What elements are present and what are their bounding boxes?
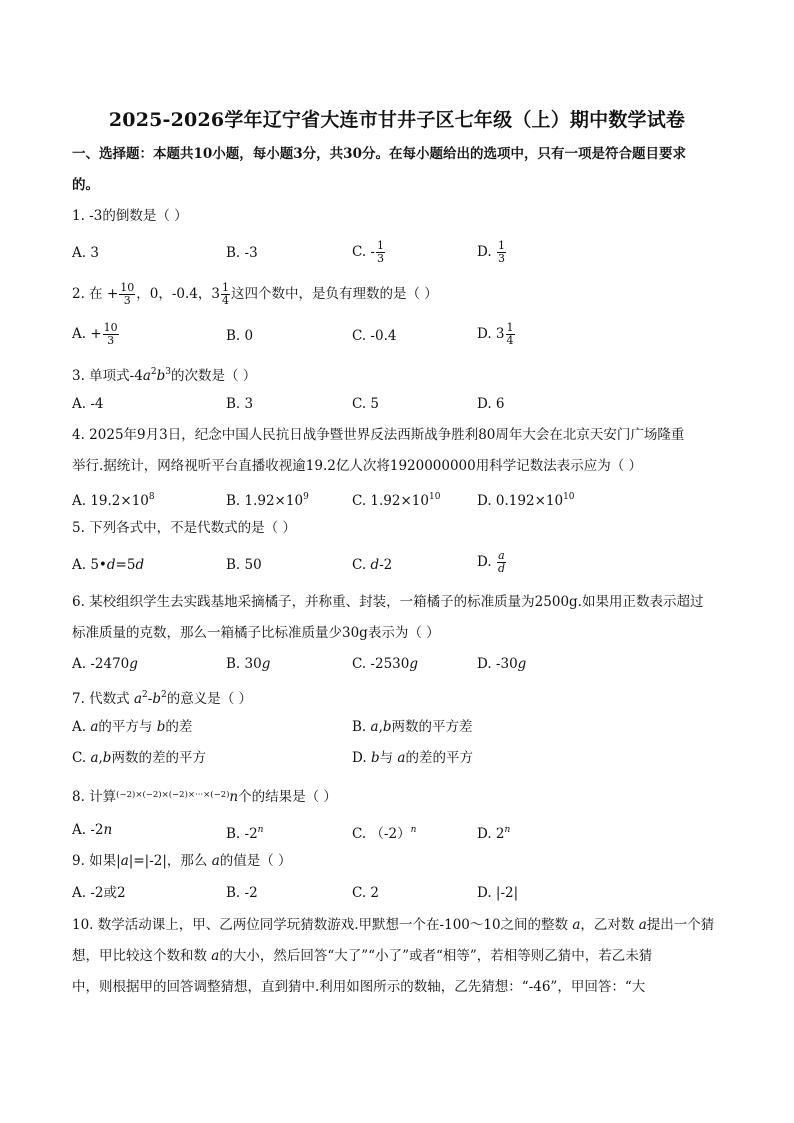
question-4-line2: 举行.据统计，网络视听平台直播收视逾19.2亿人次将1920000000用科学记数法表示应为（ ）: [72, 458, 643, 474]
q8-option-b: B. -2$^n$: [226, 825, 264, 842]
fraction: $\frac{1}{3}$: [497, 239, 505, 265]
fraction: $\frac{10}{3}$: [120, 281, 135, 307]
q1-option-d: D. $\frac{1}{3}$: [477, 239, 505, 265]
q3-option-d: D. 6: [477, 396, 505, 412]
q5-option-d: D. $\frac{a}{d}$: [477, 549, 505, 575]
question-9-stem: 9. 如果|a|=|-2|，那么 a的值是（ ）: [72, 853, 292, 869]
q2-option-d: D. 3 $\frac{1}{4}$: [477, 321, 514, 347]
q5-option-a: A. 5•d=5d: [72, 557, 145, 573]
q2-option-a: A. + $\frac{10}{3}$: [72, 321, 118, 347]
question-10-line3: 中，则根据甲的回答调整猜想，直到猜中.利用如图所示的数轴，乙先猜想：“-46”，甲回答：“大: [72, 979, 646, 995]
q5-option-c: C. d-2: [352, 557, 393, 573]
q3-option-c: C. 5: [352, 396, 380, 412]
question-2-stem: 2. 在 + $\frac{10}{3}$ ，0，-0.4，3 $\frac{1}{4}$ 这四个数中，是负有理数的是（ ）: [72, 281, 438, 307]
question-8-stem: 8. 计算$^{(-2)\times(-2)\times(-2)\times\cdot\cdot\cdot\times(-2)}$n个的结果是（ ）: [72, 789, 337, 805]
q9-option-d: D. |-2|: [477, 885, 519, 901]
fraction: $\frac{a}{d}$: [497, 549, 505, 575]
q2-option-c: C. -0.4: [352, 328, 397, 344]
q8-option-c: C. $(-2)^n$: [352, 825, 417, 842]
q7-option-c: C. a,b两数的差的平方: [72, 750, 206, 766]
q6-option-d: D. -30g: [477, 656, 527, 672]
q9-option-c: C. 2: [352, 885, 380, 901]
q3-option-a: A. -4: [72, 396, 104, 412]
q9-option-b: B. -2: [226, 885, 258, 901]
question-3-stem: 3. 单项式$-4a^2b^3$的次数是（ ）: [72, 367, 257, 384]
section-heading-line1: 一、选择题：本题共10小题，每小题3分，共30分。在每小题给出的选项中，只有一项是符合题目要求: [72, 146, 686, 162]
q6-option-b: B. 30g: [226, 656, 271, 672]
q5-option-b: B. 50: [226, 557, 262, 573]
section-heading-line2: 的。: [72, 177, 99, 193]
question-5-stem: 5. 下列各式中，不是代数式的是（ ）: [72, 520, 296, 536]
q9-option-a: A. -2或2: [72, 885, 126, 901]
q4-option-c: C. $1.92\times 10^{10}$: [352, 492, 441, 509]
question-4-line1: 4. 2025年9月3日，纪念中国人民抗日战争暨世界反法西斯战争胜利80周年大会在北京天安门广场隆重: [72, 427, 685, 443]
q4-option-a: A. $19.2\times 10^8$: [72, 492, 155, 509]
q1-option-c: C. - $\frac{1}{3}$: [352, 239, 384, 265]
question-6-line2: 标准质量的克数，那么一箱橘子比标准质量少30g表示为（ ）: [72, 625, 440, 641]
q6-option-c: C. -2530g: [352, 656, 419, 672]
fraction: $\frac{1}{4}$: [506, 321, 514, 347]
q7-option-a: A. a的平方与 b的差: [72, 719, 193, 735]
question-1-stem: 1. -3的倒数是（ ）: [72, 208, 188, 224]
q1-option-b: B. -3: [226, 245, 258, 261]
page-title: 2025-2026学年辽宁省大连市甘井子区七年级（上）期中数学试卷: [108, 109, 686, 131]
question-7-stem: 7. 代数式 $a^2-b^2$的意义是（ ）: [72, 690, 253, 707]
product-expression: (−2)×(−2)×(−2)×···×(−2): [116, 790, 230, 800]
fraction: $\frac{1}{3}$: [377, 239, 384, 265]
q8-option-d: D. 2$^n$: [477, 825, 511, 842]
q7-option-b: B. a,b两数的平方差: [352, 719, 473, 735]
question-10-line1: 10. 数学活动课上，甲、乙两位同学玩猜数游戏.甲默想一个在-100～10之间的整数 a，乙对数 a提出一个猜: [72, 917, 715, 933]
q4-option-d: D. $0.192\times 10^{10}$: [477, 492, 575, 509]
q2-option-b: B. 0: [226, 328, 254, 344]
question-6-line1: 6. 某校组织学生去实践基地采摘橘子，并称重、封装，一箱橘子的标准质量为2500g.如果用正数表示超过: [72, 594, 704, 610]
q7-option-d: D. b与 a的差的平方: [352, 750, 473, 766]
q3-option-b: B. 3: [226, 396, 254, 412]
q8-option-a: A. -2n: [72, 822, 113, 838]
fraction: $\frac{10}{3}$: [103, 321, 118, 347]
q6-option-a: A. -2470g: [72, 656, 138, 672]
q1-option-a: A. 3: [72, 245, 99, 261]
question-10-line2: 想，甲比较这个数和数 a的大小，然后回答“大了”“小了”或者“相等”，若相等则乙猜中，若乙未猜: [72, 948, 653, 964]
fraction: $\frac{1}{4}$: [222, 281, 229, 307]
q4-option-b: B. $1.92\times 10^9$: [226, 492, 309, 509]
